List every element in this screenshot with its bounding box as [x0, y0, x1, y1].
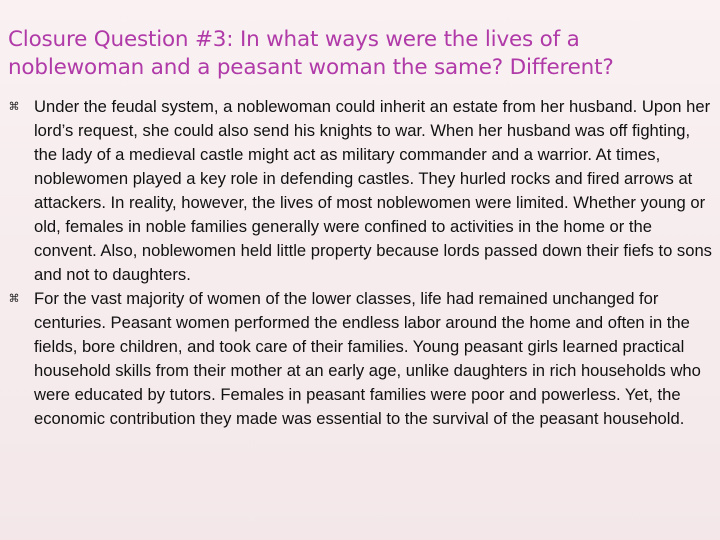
bullet-item	[6, 287, 712, 431]
slide-title: Closure Question #3: In what ways were the lives of a noblewoman and a peasant woman the same? Different?	[8, 27, 614, 80]
bullet-list	[6, 95, 712, 431]
bullet-icon: ⌘	[8, 101, 20, 113]
bullet-text: For the vast majority of women of the lower classes, life had remained unchanged for centuries. Peasant women performed the endless labor around the home and often in the fields, bore children, and took care of their families. Young peasant girls learned practical household skills from their mother at an early age, unlike daughters in rich households who were educated by tutors. Females in peasant families were poor and powerless. Yet, the economic contribution they made was essential to the survival of the peasant household.	[34, 289, 701, 428]
bullet-item	[6, 95, 712, 287]
bullet-icon: ⌘	[8, 293, 20, 305]
bullet-text: Under the feudal system, a noblewoman could inherit an estate from her husband. Upon her lord’s request, she could also send his knights to war. When her husband was off fighting, the lady of a medieval castle might act as military commander and a warrior. At times, noblewomen played a key role in defending castles. They hurled rocks and fired arrows at attackers. In reality, however, the lives of most noblewomen were limited. Whether young or old, females in noble families generally were confined to activities in the home or the convent. Also, noblewomen held little property because lords passed down their fiefs to sons and not to daughters.	[34, 97, 712, 284]
